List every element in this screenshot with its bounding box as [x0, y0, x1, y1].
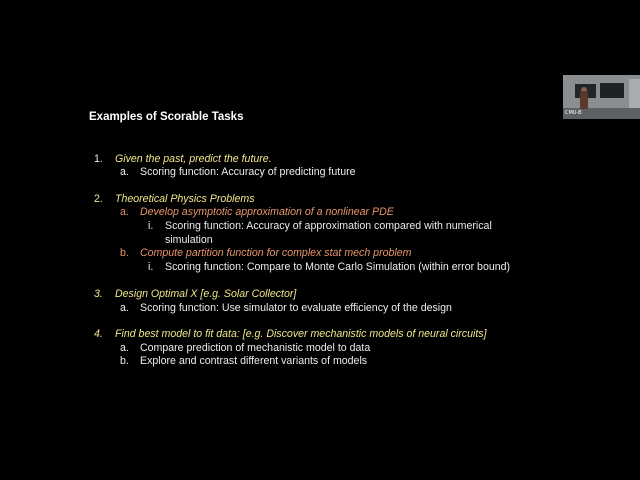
webcam-speaker [580, 91, 588, 109]
subsubitem-text: Scoring function: Compare to Monte Carlo Simulation (within error bound) [165, 261, 511, 273]
webcam-video-thumbnail[interactable] [563, 75, 640, 119]
webcam-label: CMU-B [565, 110, 582, 116]
subitem-text: Develop asymptotic approximation of a nonlinear PDE [140, 206, 394, 218]
subsubitem-marker: i. [148, 261, 154, 273]
subitem-text: Explore and contrast different variants of models [140, 355, 368, 367]
slide-title: Examples of Scorable Tasks [89, 111, 244, 123]
item-text: Find best model to fit data: [e.g. Discover mechanistic models of neural circuits] [115, 328, 487, 340]
item-number: 1. [94, 153, 103, 165]
subitem-text: Compute partition function for complex stat mech problem [140, 247, 412, 259]
subitem-text: Compare prediction of mechanistic model to data [140, 342, 371, 354]
item-text: Theoretical Physics Problems [115, 193, 255, 205]
subitem-marker: a. [120, 206, 129, 218]
webcam-door [629, 79, 640, 111]
subsubitem-text: Scoring function: Accuracy of approximation compared with numerical [165, 220, 492, 232]
subitem-marker: a. [120, 342, 129, 354]
item-number: 2. [94, 193, 103, 205]
subsubitem-text-continued: simulation [165, 234, 213, 246]
subitem-marker: a. [120, 302, 129, 314]
item-number: 3. [94, 288, 103, 300]
webcam-blackboard [600, 83, 624, 98]
item-number: 4. [94, 328, 103, 340]
item-text: Given the past, predict the future. [115, 153, 272, 165]
subitem-text: Scoring function: Use simulator to evaluate efficiency of the design [140, 302, 452, 314]
item-text: Design Optimal X [e.g. Solar Collector] [115, 288, 297, 300]
subitem-marker: a. [120, 166, 129, 178]
subsubitem-marker: i. [148, 220, 154, 232]
subitem-marker: b. [120, 247, 129, 259]
subitem-text: Scoring function: Accuracy of predicting future [140, 166, 356, 178]
subitem-marker: b. [120, 355, 129, 367]
